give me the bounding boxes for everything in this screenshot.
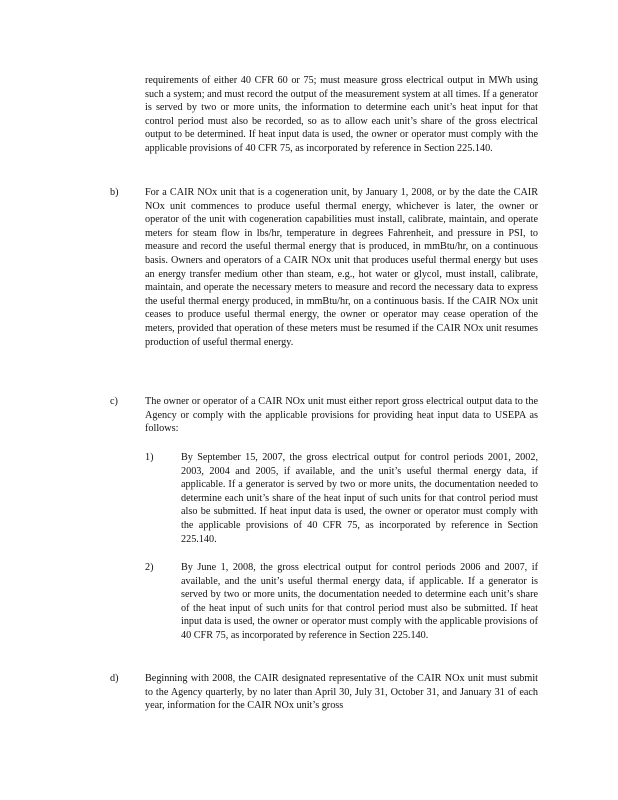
item-d-paragraph (145, 672, 538, 713)
item-c-paragraph (145, 395, 538, 436)
intro-paragraph (145, 74, 538, 156)
item-b-text: For a CAIR NOx unit that is a cogeneration unit, by January 1, 2008, or by the date the CAIR NOx unit commences to produce useful thermal energy, whichever is later, the owner or operator of the unit with cogeneration capabilities must install, calibrate, maintain, and operate meters for steam flow in lbs/hr, temperature in degrees Fahrenheit, and pressure in PSI, to measure and record the useful thermal energy that is produced, in mmBtu/hr, on a continuous basis. Owners and operators of a CAIR NOx unit that produces useful thermal energy but uses an energy transfer medium other than steam, e.g., hot water or glycol, must install, calibrate, maintain, and operate the necessary meters to measure and record the necessary data to express the useful thermal energy produced, in mmBtu/hr, on a continuous basis. If the CAIR NOx unit ceases to produce useful thermal energy, the owner or operator may cease operation of the meters, provided that operation of these meters must be resumed if the CAIR NOx unit resumes production of useful thermal energy. (145, 187, 538, 348)
item-d-text: Beginning with 2008, the CAIR designated representative of the CAIR NOx unit must submit to the Agency quarterly, by no later than April 30, July 31, October 31, and January 31 of each year, information for the CAIR NOx unit’s gross (145, 673, 538, 712)
subitem-2-label: 2) (145, 562, 154, 573)
subitem-1-paragraph (181, 451, 538, 546)
item-d-label: d) (110, 673, 119, 684)
subitem-2-paragraph (181, 561, 538, 643)
item-b-paragraph (145, 186, 538, 349)
subitem-1-label: 1) (145, 452, 154, 463)
subitem-1-text: By September 15, 2007, the gross electrical output for control periods 2001, 2002, 2003, 2004 and 2005, if available, and the unit’s useful thermal energy data, if applicable. If a generator is served by two or more units, the documentation needed to determine each unit’s share of the heat input of such units for that control period must also be submitted. If heat input data is used, the owner or operator must comply with the applicable provisions of 40 CFR 75, as incorporated by reference in Section 225.140. (181, 452, 538, 545)
subitem-2-text: By June 1, 2008, the gross electrical output for control periods 2006 and 2007, if available, and the unit’s useful thermal energy data, if applicable. If a generator is served by two or more units, the documentation needed to determine each unit’s share of the heat input of such units for that control period must also be submitted. If heat input data is used, the owner or operator must comply with the applicable provisions of 40 CFR 75, as incorporated by reference in Section 225.140. (181, 562, 538, 641)
intro-text: requirements of either 40 CFR 60 or 75; must measure gross electrical output in MWh using such a system; and must record the output of the measurement system at all times. If a generator is served by two or more units, the information to determine each unit’s heat input for that control period must also be recorded, so as to allow each unit’s share of the gross electrical output to be determined. If heat input data is used, the owner or operator must comply with the applicable provisions of 40 CFR 75, as incorporated by reference in Section 225.140. (145, 75, 538, 154)
item-b-label: b) (110, 187, 119, 198)
item-c-label: c) (110, 396, 118, 407)
item-c-text: The owner or operator of a CAIR NOx unit must either report gross electrical output data to the Agency or comply with the applicable provisions for providing heat input data to USEPA as follows: (145, 396, 538, 435)
